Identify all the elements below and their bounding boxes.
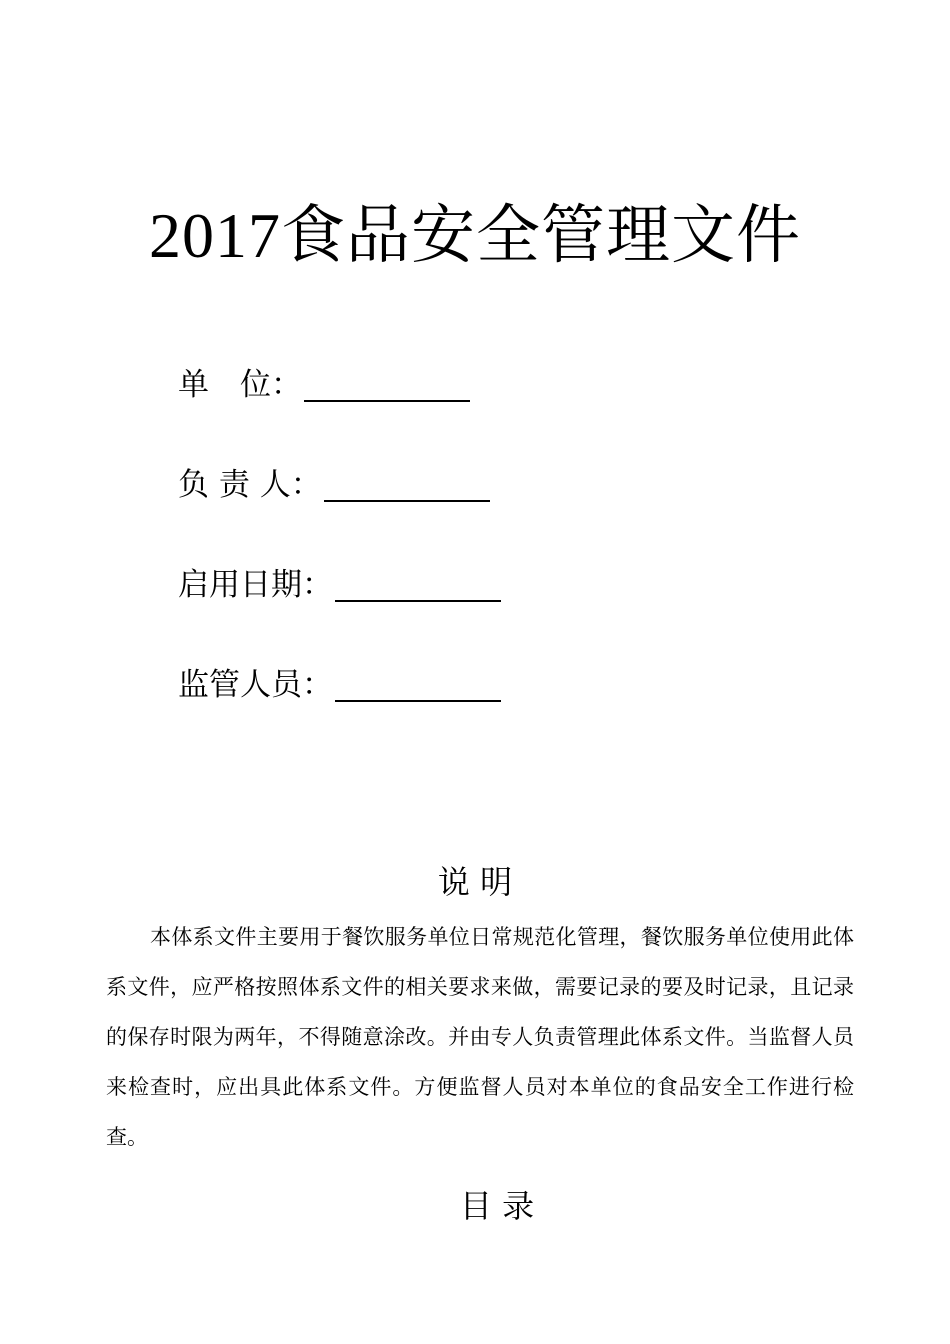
toc-heading: 目 录 xyxy=(459,1187,535,1225)
title-text: 食品安全管理文件 xyxy=(281,199,801,273)
supervisor-label: 监管人员： xyxy=(178,667,333,703)
start-date-blank-line xyxy=(335,562,501,602)
head-field xyxy=(178,462,490,508)
start-date-label: 启用日期： xyxy=(178,567,333,603)
title-year: 2017 xyxy=(149,200,281,271)
start-date-field xyxy=(178,562,501,608)
document-title xyxy=(0,196,950,276)
supervisor-field xyxy=(178,662,501,708)
head-blank-line xyxy=(324,462,490,502)
supervisor-blank-line xyxy=(335,662,501,702)
unit-label: 单 位： xyxy=(178,367,302,403)
unit-field xyxy=(178,362,470,408)
head-label: 负 责 人： xyxy=(178,467,322,503)
notes-paragraph: 本体系文件主要用于餐饮服务单位日常规范化管理，餐饮服务单位使用此体系文件，应严格按照体系文件的相关要求来做，需要记录的要及时记录，且记录的保存时限为两年，不得随意涂改。并由专人负责管理此体系文件。当监督人员来检查时，应出具此体系文件。方便监督人员对本单位的食品安全工作进行检查。 xyxy=(106,925,854,1149)
notes-heading: 说 明 xyxy=(437,863,513,901)
unit-blank-line xyxy=(304,362,470,402)
